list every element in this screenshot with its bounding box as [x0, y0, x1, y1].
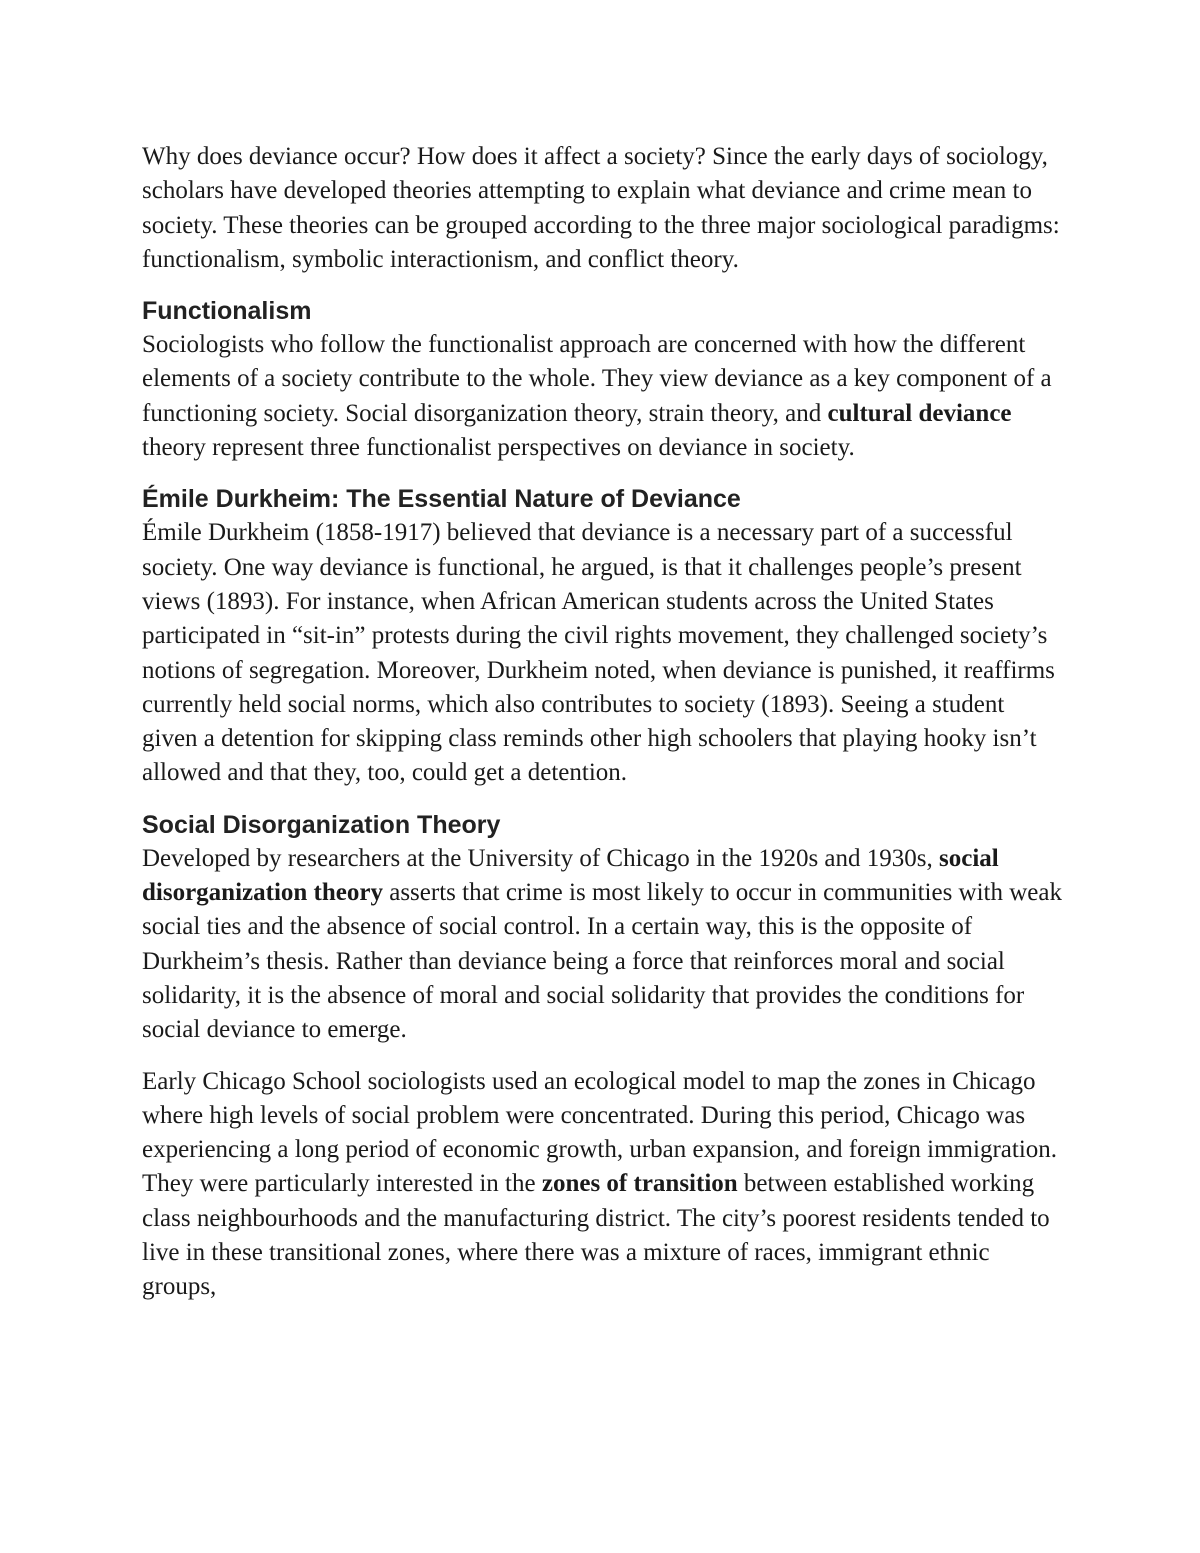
- heading-social-disorganization: Social Disorganization Theory: [142, 810, 501, 839]
- term-social-disorganization-theory: social disorganization theory: [142, 844, 999, 907]
- heading-durkheim: Émile Durkheim: The Essential Nature of Deviance: [142, 485, 741, 514]
- heading-functionalism: Functionalism: [142, 297, 312, 326]
- sd-text-2b: between established working class neighbourhoods and the manufacturing district. The city’s poorest residents tended to live in these transitional zones, where there was a mixture of races, immigrant ethnic groups,: [142, 1170, 1050, 1301]
- durkheim-paragraph: Émile Durkheim (1858-1917) believed that deviance is a necessary part of a successful society. One way deviance is functional, he argued, is that it challenges people’s present views (1893). For instance, when African American students across the United States participated in “sit-in” protests during the civil rights movement, they challenged society’s notions of segregation. Moreover, Durkheim noted, when deviance is punished, it reaffirms currently held social norms, which also contributes to society (1893). Seeing a student given a detention for skipping class reminds other high schoolers that playing hooky isn’t allowed and that they, too, could get a detention.: [142, 519, 1055, 787]
- social-disorganization-paragraph-2: [142, 1065, 1062, 1305]
- social-disorganization-paragraph-1: [142, 842, 1062, 1048]
- sd-text-2a: Early Chicago School sociologists used an ecological model to map the zones in Chicago where high levels of social problem were concentrated. During this period, Chicago was experiencing a long period of economic growth, urban expansion, and foreign immigration. They were particularly interested in the: [142, 1067, 1058, 1198]
- document-page: [142, 140, 1062, 1305]
- term-cultural-deviance: cultural deviance: [827, 399, 1012, 427]
- intro-paragraph: Why does deviance occur? How does it affect a society? Since the early days of sociology, scholars have developed theories attempting to explain what deviance and crime mean to society. These theories can be grouped according to the three major sociological paradigms: functionalism, symbolic interactionism, and conflict theory.: [142, 143, 1060, 273]
- term-zones-of-transition: zones of transition: [541, 1170, 738, 1198]
- functionalism-text-1: Sociologists who follow the functionalist approach are concerned with how the different elements of a society contribute to the whole. They view deviance as a key component of a functioning society. Social disorganization theory, strain theory, and: [142, 331, 1052, 427]
- functionalism-paragraph: [142, 328, 1062, 465]
- sd-text-1b: asserts that crime is most likely to occur in communities with weak social ties and the absence of social control. In a certain way, this is the opposite of Durkheim’s thesis. Rather than deviance being a force that reinforces moral and social solidarity, it is the absence of moral and social solidarity that provides the conditions for social deviance to emerge.: [142, 879, 1062, 1044]
- sd-text-1a: Developed by researchers at the University of Chicago in the 1920s and 1930s,: [142, 844, 940, 872]
- functionalism-text-2: theory represent three functionalist perspectives on deviance in society.: [142, 434, 855, 462]
